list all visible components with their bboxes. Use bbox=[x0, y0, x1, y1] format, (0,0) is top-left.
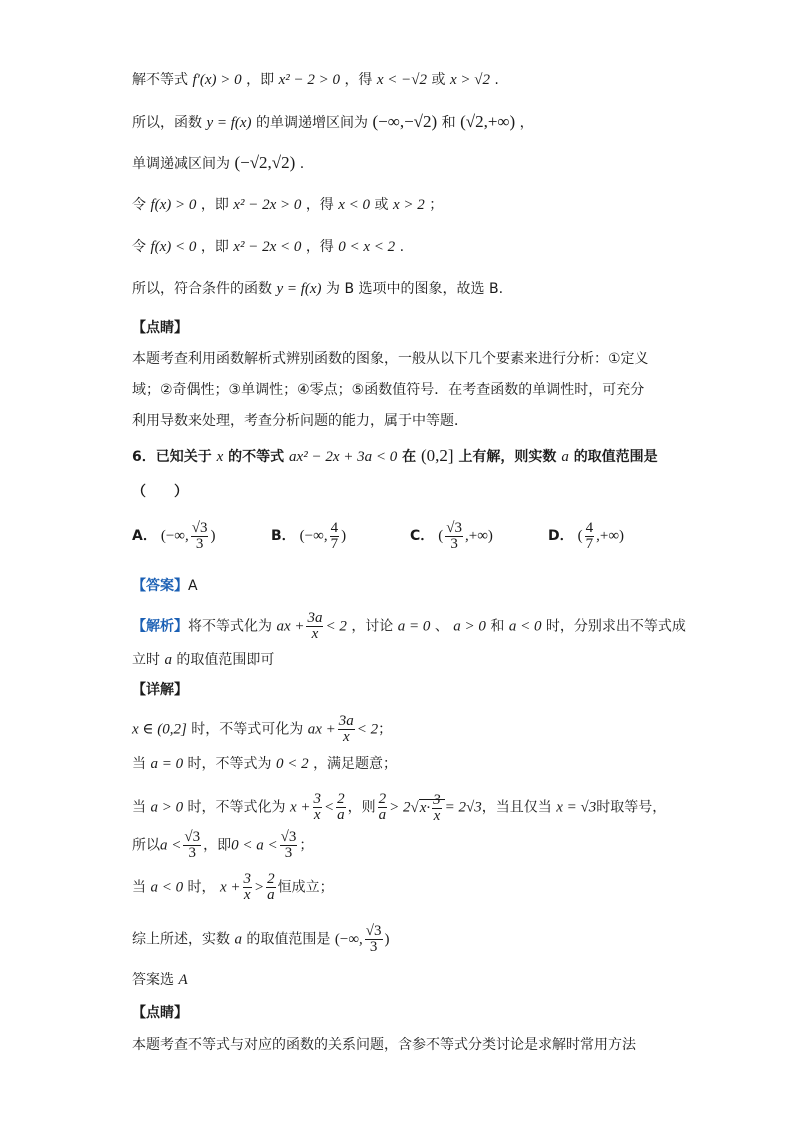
math: a > 0 bbox=[453, 618, 486, 635]
text: 将不等式化为 bbox=[188, 618, 272, 635]
text: 当 bbox=[132, 879, 146, 896]
fraction: $\frac{√3}{3}$ bbox=[280, 829, 297, 861]
text: 的不等式 bbox=[228, 449, 285, 465]
paragraph-line: 利用导数来处理，考查分析问题的能力，属于中等题． bbox=[132, 413, 468, 429]
text: 的取值范围即可 bbox=[176, 652, 275, 668]
math: (−√2,√2) bbox=[234, 153, 296, 172]
paragraph-line: 本题考查不等式与对应的函数的关系问题，含参不等式分类讨论是求解时常用方法 bbox=[132, 1037, 636, 1053]
text: ，得 bbox=[305, 197, 334, 213]
option-label: D． bbox=[548, 528, 574, 544]
math: f(x) > 0 bbox=[150, 197, 197, 213]
text: . bbox=[399, 239, 405, 255]
math: x < 0 bbox=[338, 197, 371, 213]
option-b[interactable] bbox=[271, 516, 346, 556]
math: a > 0 bbox=[150, 799, 184, 816]
math: x = √3 bbox=[556, 799, 597, 816]
fraction: $\frac{√3}{3}$ bbox=[446, 519, 463, 552]
text: 时取等号， bbox=[596, 799, 667, 816]
math: ) bbox=[384, 931, 390, 948]
text: 时，不等式化为 bbox=[187, 799, 286, 816]
math: x² − 2 > 0 bbox=[278, 72, 340, 88]
answer-line bbox=[132, 576, 198, 596]
math: ( bbox=[577, 528, 583, 544]
option-a[interactable] bbox=[132, 516, 215, 556]
analysis-tag: 【解析】 bbox=[132, 618, 188, 635]
math: = 2√3 bbox=[444, 799, 482, 816]
text: 为 B 选项中的图象，故选 B. bbox=[326, 281, 504, 297]
solution-line-4 bbox=[132, 195, 443, 215]
detail-line-6 bbox=[132, 924, 390, 955]
math: ,+∞) bbox=[596, 528, 625, 544]
fraction: $\frac{√3}{3}$ bbox=[191, 519, 208, 552]
text: 时，不等式可化为 bbox=[191, 721, 304, 738]
solution-line-1 bbox=[132, 70, 499, 90]
text: 在 bbox=[402, 449, 417, 465]
math: y = f(x) bbox=[276, 281, 322, 297]
math: a < 0 bbox=[150, 879, 184, 896]
math: (−∞, bbox=[334, 931, 363, 948]
answer-tag: 【答案】 bbox=[132, 578, 188, 594]
math: y = f(x) bbox=[206, 115, 252, 131]
text: 答案选 bbox=[132, 972, 174, 988]
detail-line-7 bbox=[132, 970, 188, 990]
text: 当 bbox=[132, 799, 146, 816]
fraction: $\frac{4}{7}$ bbox=[585, 519, 594, 552]
math: 0 < a < bbox=[231, 837, 278, 854]
text: 恒成立； bbox=[277, 879, 334, 896]
option-d[interactable] bbox=[548, 516, 624, 556]
text: 的单调递增区间为 bbox=[256, 115, 369, 131]
section-tag-dianjing-2: 【点睛】 bbox=[132, 1005, 188, 1021]
text: ； bbox=[429, 197, 444, 213]
analysis-line-1 bbox=[132, 611, 686, 642]
text: 所以 bbox=[132, 837, 160, 854]
text: ，即 bbox=[200, 239, 229, 255]
fraction: $\frac{√3}{3}$ bbox=[184, 829, 201, 861]
text: . bbox=[299, 156, 305, 172]
fraction: $\frac{3a}{x}$ bbox=[338, 713, 354, 745]
text: 时，分别求出不等式成 bbox=[545, 618, 686, 635]
math: (√2,+∞) bbox=[460, 112, 516, 131]
text: ，即 bbox=[246, 72, 275, 88]
fraction: $\frac{3a}{x}$ bbox=[307, 610, 323, 642]
math: (0,2] bbox=[420, 446, 454, 465]
text: 所以，函数 bbox=[132, 115, 202, 131]
text: 、 bbox=[434, 618, 449, 635]
math: (−∞,−√2) bbox=[372, 112, 438, 131]
fraction: $\frac{2}{a}$ bbox=[267, 871, 275, 903]
math: > 2 bbox=[389, 799, 411, 816]
text: 立时 bbox=[132, 652, 160, 668]
option-label: A． bbox=[132, 528, 157, 544]
math: ax² − 2x + 3a < 0 bbox=[289, 449, 398, 465]
text: 单调递减区间为 bbox=[132, 156, 230, 172]
math: ax + bbox=[276, 618, 305, 635]
text: ， bbox=[519, 115, 534, 131]
math: (−∞, bbox=[299, 528, 328, 544]
text: ，则 bbox=[347, 799, 376, 816]
math: x > √2 bbox=[449, 72, 490, 88]
answer-value: A bbox=[188, 578, 198, 594]
fraction: $\frac{3}{x}$ bbox=[313, 791, 322, 823]
text: ，讨论 bbox=[351, 618, 394, 635]
math: a = 0 bbox=[150, 756, 184, 772]
math: x² − 2x > 0 bbox=[233, 197, 302, 213]
math: 0 < 2 bbox=[275, 756, 309, 772]
math: x + bbox=[219, 879, 241, 896]
detail-line-4 bbox=[132, 830, 313, 861]
fraction: $\frac{4}{7}$ bbox=[330, 519, 339, 552]
detail-line-5 bbox=[132, 872, 334, 903]
text: ，得 bbox=[305, 239, 334, 255]
detail-line-2 bbox=[132, 754, 397, 774]
math: a < 0 bbox=[508, 618, 542, 635]
sqrt-expression: √x· $\frac{3}{x}$ bbox=[411, 793, 445, 824]
text: 的取值范围是 bbox=[573, 449, 658, 465]
text: 综上所述，实数 bbox=[132, 931, 230, 948]
text: 解不等式 bbox=[132, 72, 188, 88]
fraction: $\frac{3}{x}$ bbox=[433, 791, 441, 824]
answer-blank: （ ） bbox=[132, 484, 188, 500]
math: ) bbox=[341, 528, 347, 544]
paragraph-line: 域；②奇偶性；③单调性；④零点；⑤函数值符号．在考查函数的单调性时，可充分 bbox=[132, 382, 645, 398]
math: x + bbox=[289, 799, 311, 816]
detail-tag: 【详解】 bbox=[132, 682, 188, 698]
text: 时， bbox=[187, 879, 216, 896]
math: ) bbox=[210, 528, 216, 544]
math: < 2 bbox=[325, 618, 347, 635]
math: < bbox=[324, 799, 335, 816]
math: a < bbox=[160, 837, 182, 854]
text: 或 bbox=[374, 197, 389, 213]
math: x² − 2x < 0 bbox=[233, 239, 302, 255]
solution-line-5 bbox=[132, 237, 404, 257]
text: ，即 bbox=[203, 837, 232, 854]
text: 和 bbox=[490, 618, 505, 635]
text: 的取值范围是 bbox=[246, 931, 331, 948]
text: 所以，符合条件的函数 bbox=[132, 281, 272, 297]
math: ax + bbox=[307, 721, 336, 738]
text: 和 bbox=[441, 115, 456, 131]
math: x > 2 bbox=[392, 197, 425, 213]
analysis-line-2 bbox=[132, 650, 274, 670]
text: 已知关于 bbox=[155, 449, 212, 465]
math: > bbox=[254, 879, 265, 896]
math: f′(x) > 0 bbox=[192, 72, 242, 88]
text: ； bbox=[299, 837, 314, 854]
text: 上有解，则实数 bbox=[458, 449, 557, 465]
detail-line-1 bbox=[132, 714, 392, 745]
option-c[interactable] bbox=[410, 516, 493, 556]
fraction: $\frac{√3}{3}$ bbox=[365, 923, 382, 955]
text: ，当且仅当 bbox=[481, 799, 552, 816]
math: ( bbox=[438, 528, 444, 544]
math: x ∈ (0,2] bbox=[132, 721, 187, 738]
math: x < −√2 bbox=[376, 72, 428, 88]
text: 当 bbox=[132, 756, 146, 772]
text: ，即 bbox=[200, 197, 229, 213]
question-6 bbox=[132, 446, 658, 467]
paragraph-line: 本题考查利用函数解析式辨别函数的图象，一般从以下几个要素来进行分析：①定义 bbox=[132, 351, 649, 367]
solution-line-3 bbox=[132, 153, 304, 174]
fraction: $\frac{3}{x}$ bbox=[243, 871, 252, 903]
math: ,+∞) bbox=[465, 528, 493, 544]
text: 或 bbox=[431, 72, 446, 88]
math: a = 0 bbox=[397, 618, 431, 635]
math: a bbox=[234, 931, 242, 948]
math: 0 < x < 2 bbox=[338, 239, 396, 255]
text: 令 bbox=[132, 239, 146, 255]
option-label: B． bbox=[271, 528, 296, 544]
math: (−∞, bbox=[160, 528, 189, 544]
math: a bbox=[561, 449, 569, 465]
fraction: $\frac{2}{a}$ bbox=[337, 791, 345, 823]
text: ，满足题意； bbox=[313, 756, 398, 772]
text: ； bbox=[378, 721, 393, 738]
solution-line-2 bbox=[132, 112, 534, 133]
math: A bbox=[178, 972, 188, 988]
math: f(x) < 0 bbox=[150, 239, 197, 255]
solution-line-6 bbox=[132, 279, 503, 299]
text: . bbox=[494, 72, 499, 88]
text: 时，不等式为 bbox=[187, 756, 272, 772]
math: < 2 bbox=[356, 721, 379, 738]
math: x bbox=[216, 449, 224, 465]
detail-line-3 bbox=[132, 792, 666, 824]
text: ，得 bbox=[344, 72, 373, 88]
fraction: $\frac{2}{a}$ bbox=[378, 791, 387, 823]
math: a bbox=[164, 652, 172, 668]
question-number: 6． bbox=[132, 449, 156, 465]
section-tag-dianjing: 【点睛】 bbox=[132, 320, 188, 336]
text: 令 bbox=[132, 197, 146, 213]
option-label: C． bbox=[410, 528, 435, 544]
